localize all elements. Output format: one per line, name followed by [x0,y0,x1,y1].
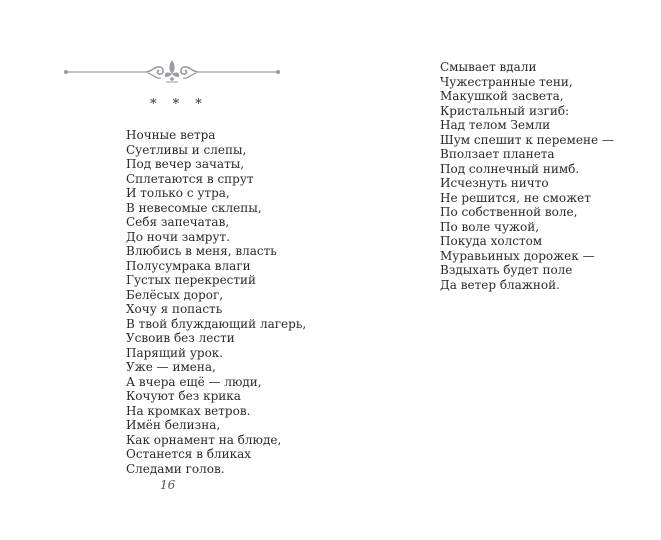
poem-line: Суетливы и слепы, [126,142,247,157]
poem-line: Над телом Земли [440,118,551,132]
decorative-ornament [64,58,280,86]
poem-line: Муравьиных дорожек — [440,248,595,263]
poem-line: А вчера ещё — люди, [126,374,262,389]
poem-line: Сплетаются в спрут [126,171,254,186]
poem-line: Кристальный изгиб: [440,103,570,118]
poem-line: На кромках ветров. [126,403,251,418]
poem-line: Как орнамент на блюде, [126,432,282,447]
poem-line: Усвоив без лести [126,331,235,345]
poem-line: Покуда холстом [440,234,543,248]
poem-line: Белёсых дорог, [126,287,224,302]
right-page-poem [440,60,614,292]
poem-line: Макушкой засвета, [440,89,564,103]
poem-line: И только с утра, [126,186,230,200]
poem-line: Влюбись в меня, власть [126,244,277,258]
poem-line: Исчезнуть ничто [440,176,549,190]
poem-line: Останется в бликах [126,447,252,461]
poem-line: Не решится, не сможет [440,190,591,205]
poem-line: Полусумрака влаги [126,258,251,273]
poem-line: Парящий урок. [126,345,224,360]
poem-line: В невесомые склепы, [126,200,262,215]
poem-line: До ночи замрут. [126,229,230,244]
poem-line: Имён белизна, [126,418,221,432]
poem-line: Хочу я попасть [126,302,223,316]
poem-line: Кочуют без крика [126,389,241,403]
poem-line: Шум спешит к перемене — [440,132,614,147]
poem-line: По воле чужой, [440,219,540,234]
poem-line: Вздыхать будет поле [440,263,573,277]
poem-line: Чужестранные тени, [440,74,573,89]
poem-line: В твой блуждающий лагерь, [126,316,307,331]
poem-line: Вползает планета [440,147,555,161]
poem-line: Себя запечатав, [126,215,230,229]
poem-line: Да ветер блажной. [440,277,560,292]
poem-line: Густых перекрестий [126,273,257,287]
poem-line: Под вечер зачаты, [126,157,245,171]
section-separator: * * * [150,97,208,112]
poem-line: Уже — имена, [126,360,216,374]
poem-line: По собственной воле, [440,205,578,219]
poem-line: Ночные ветра [126,128,216,142]
poem-line: Следами голов. [126,461,225,476]
left-page-poem [126,128,306,476]
poem-line: Смывает вдали [440,60,537,74]
poem-line: Под солнечный нимб. [440,161,580,176]
page-number: 16 [160,478,176,492]
